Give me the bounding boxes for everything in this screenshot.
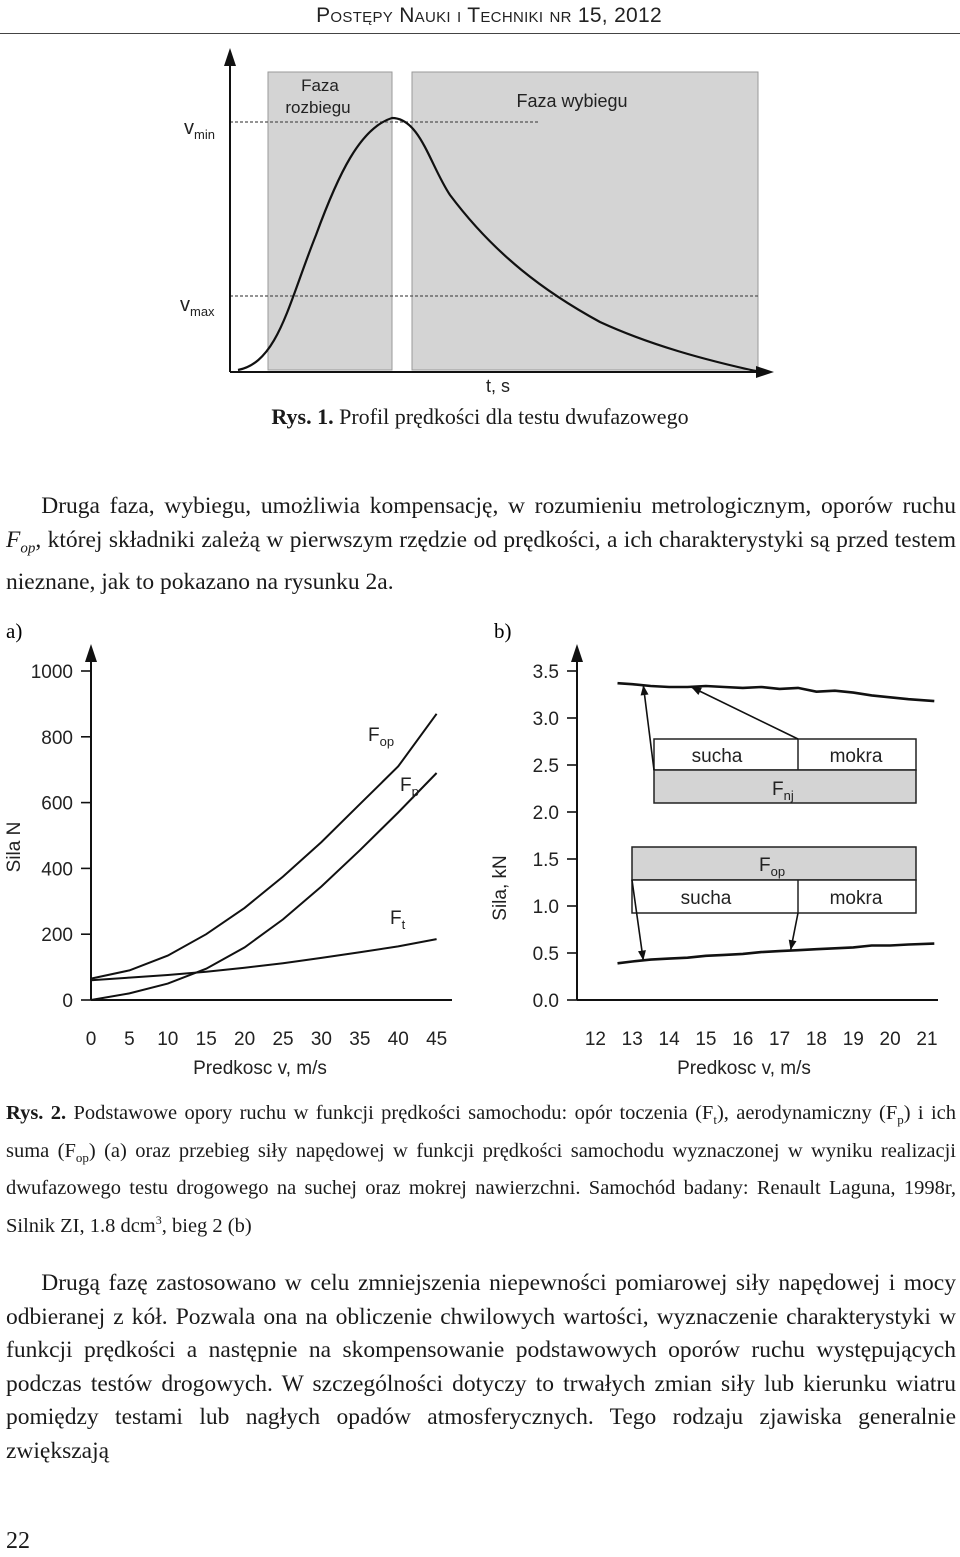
fig2b-xtick-label: 21 bbox=[916, 1029, 938, 1050]
caption2-text-4: ) (a) oraz przebieg siły napędowej w funkcji prędkości samochodu wyznaczonej w wyniku realizacji dwufazowego testu drogowego na suchej oraz mokrej nawierzchni. Samochód badany: Renault Laguna, 1998r, Silnik ZI, 1.8 dcm bbox=[6, 1139, 957, 1237]
journal-title: Postępy Nauki i Techniki nr 15, 2012 bbox=[316, 4, 662, 27]
figure2b-chart bbox=[480, 630, 960, 1080]
fig2b-ytick-label: 1.0 bbox=[532, 897, 559, 918]
caption2-sub-p: p bbox=[897, 1112, 904, 1128]
fig2b-y-axis-title: Sila, kN bbox=[490, 855, 511, 921]
fig2b-xtick-label: 14 bbox=[658, 1029, 680, 1050]
fnj-box-right-label: mokra bbox=[829, 746, 883, 767]
caption2-text-3: ) i ich suma (F bbox=[6, 1102, 956, 1162]
fig2a-xtick-label: 25 bbox=[272, 1029, 294, 1050]
fnj-box-left-label: sucha bbox=[691, 746, 743, 767]
fig2b-ytick-label: 2.5 bbox=[532, 756, 559, 777]
fig2b-xtick-label: 17 bbox=[769, 1029, 791, 1050]
fig2a-y-arrow bbox=[85, 644, 97, 662]
fig2b-ytick-label: 2.0 bbox=[532, 803, 559, 824]
para1-text-a: Druga faza, wybiegu, umożliwia kompensację, w rozumieniu metrologicznym, oporów ruchu bbox=[41, 493, 956, 519]
fig2a-ytick-label: 200 bbox=[41, 925, 73, 947]
fig2a-xtick-label: 0 bbox=[85, 1029, 97, 1050]
figure2a-chart bbox=[0, 630, 480, 1080]
vmin-label: $v_{min}$ bbox=[184, 117, 215, 142]
fig2b-ytick-label: 1.5 bbox=[532, 850, 559, 871]
fig2a-xtick-label: 35 bbox=[349, 1029, 371, 1050]
fig2a-annot-fp: $F_p$ bbox=[400, 775, 419, 799]
fig2b-pointer-arrow bbox=[789, 940, 797, 951]
paragraph-2 bbox=[6, 1267, 956, 1468]
fig2a-annot-fop: $F_{op}$ bbox=[368, 725, 395, 749]
fig1-y-arrow bbox=[224, 48, 236, 66]
fig2b-xtick-label: 18 bbox=[805, 1029, 828, 1050]
fig2b-ytick-label: 3.0 bbox=[532, 709, 559, 730]
para2-text: Drugą fazę zastosowano w celu zmniejszenia niepewności pomiarowej siły napędowej i mocy odbieranej z kół. Pozwala ona na obliczenie chwilowych wartości, wyznaczenie charakterystyki w funkcji prędkości a następnie na skompensowanie podstawowych oporów ruchu występujących podczas testów drogowych. W szczególności dotyczy to trwałych zmian siły lub kierunku wiatru pomiędzy testami lub nagłych opadów atmosferycznych. Tego rodzaju zjawiska generalnie zwiększają bbox=[6, 1270, 956, 1464]
caption2-text-2: ), aerodynamiczny (F bbox=[716, 1102, 898, 1124]
caption2-sub-t: t bbox=[713, 1112, 717, 1128]
phase-down-label: Faza wybiegu bbox=[516, 91, 628, 111]
fig2b-y-arrow bbox=[571, 644, 583, 662]
para1-text-b: , której składniki zależą w pierwszym rzędzie od prędkości, a ich charakterystyki są przed testem nieznane, jak to pokazano na rysunku 2a. bbox=[6, 526, 956, 595]
fig1-x-label: t, s bbox=[486, 376, 511, 396]
fig2b-ytick-label: 0.5 bbox=[532, 944, 559, 965]
figure1-caption-number: Rys. 1. bbox=[271, 404, 334, 429]
fop-box-symbol: $F_{op}$ bbox=[759, 855, 786, 879]
para1-symbol-sub: op bbox=[20, 540, 36, 557]
phase-down-region bbox=[412, 72, 758, 370]
phase-up-label-1: Faza bbox=[301, 76, 339, 95]
fig2a-xtick-label: 5 bbox=[124, 1029, 135, 1050]
paragraph-1 bbox=[6, 490, 956, 599]
figure1-caption-text: Profil prędkości dla testu dwufazowego bbox=[333, 404, 689, 429]
fig2a-xtick-label: 10 bbox=[157, 1029, 179, 1050]
fig2b-pointer-line bbox=[643, 685, 654, 770]
fig2b-xtick-label: 19 bbox=[842, 1029, 864, 1050]
caption2-sub-op: op bbox=[75, 1149, 89, 1165]
fig2b-series-f-nj bbox=[618, 683, 935, 701]
caption2-text-1: Podstawowe opory ruchu w funkcji prędkości samochodu: opór toczenia (F bbox=[66, 1102, 714, 1124]
fig2a-ytick-label: 800 bbox=[41, 727, 73, 749]
fig2b-pointer-line bbox=[691, 687, 798, 739]
fig2a-xtick-label: 20 bbox=[234, 1029, 256, 1050]
fig2a-xtick-label: 15 bbox=[195, 1029, 217, 1050]
caption2-text-5: , bieg 2 (b) bbox=[161, 1214, 252, 1237]
fig2b-x-axis-title: Predkosc v, m/s bbox=[677, 1058, 811, 1079]
figure1-speed-profile bbox=[0, 0, 960, 400]
page-number: 22 bbox=[6, 1528, 30, 1554]
fnj-box-symbol: $F_{nj}$ bbox=[772, 779, 794, 803]
figure1-caption bbox=[0, 404, 960, 430]
fig2b-ytick-label: 0.0 bbox=[532, 991, 559, 1012]
fig2b-xtick-label: 13 bbox=[621, 1029, 643, 1050]
fig2a-ytick-label: 1000 bbox=[30, 662, 73, 683]
fig2a-xtick-label: 40 bbox=[387, 1029, 409, 1050]
fig2a-annot-ft: $F_t$ bbox=[390, 908, 406, 932]
fig2b-ytick-label: 3.5 bbox=[532, 662, 559, 683]
para1-symbol: F bbox=[6, 526, 21, 553]
fig2a-xtick-label: 45 bbox=[426, 1029, 448, 1050]
fig2a-y-axis-title: Sila N bbox=[4, 821, 25, 873]
figure2-caption-number: Rys. 2. bbox=[6, 1102, 67, 1124]
fig2a-x-axis-title: Predkosc v, m/s bbox=[193, 1058, 327, 1079]
fig2a-ytick-label: 600 bbox=[41, 793, 73, 815]
fig2b-xtick-label: 20 bbox=[879, 1029, 901, 1050]
fig2a-series-f-t bbox=[91, 939, 437, 980]
figure2-caption bbox=[6, 1098, 956, 1242]
fig2b-xtick-label: 16 bbox=[732, 1029, 754, 1050]
fig2a-series-f-op bbox=[91, 714, 437, 979]
fop-box-left-label: sucha bbox=[680, 888, 732, 909]
fig2b-pointer-arrow bbox=[691, 687, 702, 695]
panel-b-label: b) bbox=[494, 619, 512, 643]
fig2b-xtick-label: 15 bbox=[695, 1029, 717, 1050]
vmax-label: $v_{max}$ bbox=[180, 294, 215, 319]
phase-up-label-2: rozbiegu bbox=[285, 98, 351, 117]
fig2a-xtick-label: 30 bbox=[310, 1029, 332, 1050]
fop-box-right-label: mokra bbox=[829, 888, 883, 909]
fig2a-ytick-label: 400 bbox=[41, 859, 73, 881]
fig2a-ytick-label: 0 bbox=[62, 991, 73, 1012]
panel-a-label: a) bbox=[6, 619, 23, 643]
fig2b-xtick-label: 12 bbox=[584, 1029, 606, 1050]
caption2-sup: 3 bbox=[155, 1212, 162, 1227]
fig2b-series-f-op bbox=[618, 944, 935, 964]
